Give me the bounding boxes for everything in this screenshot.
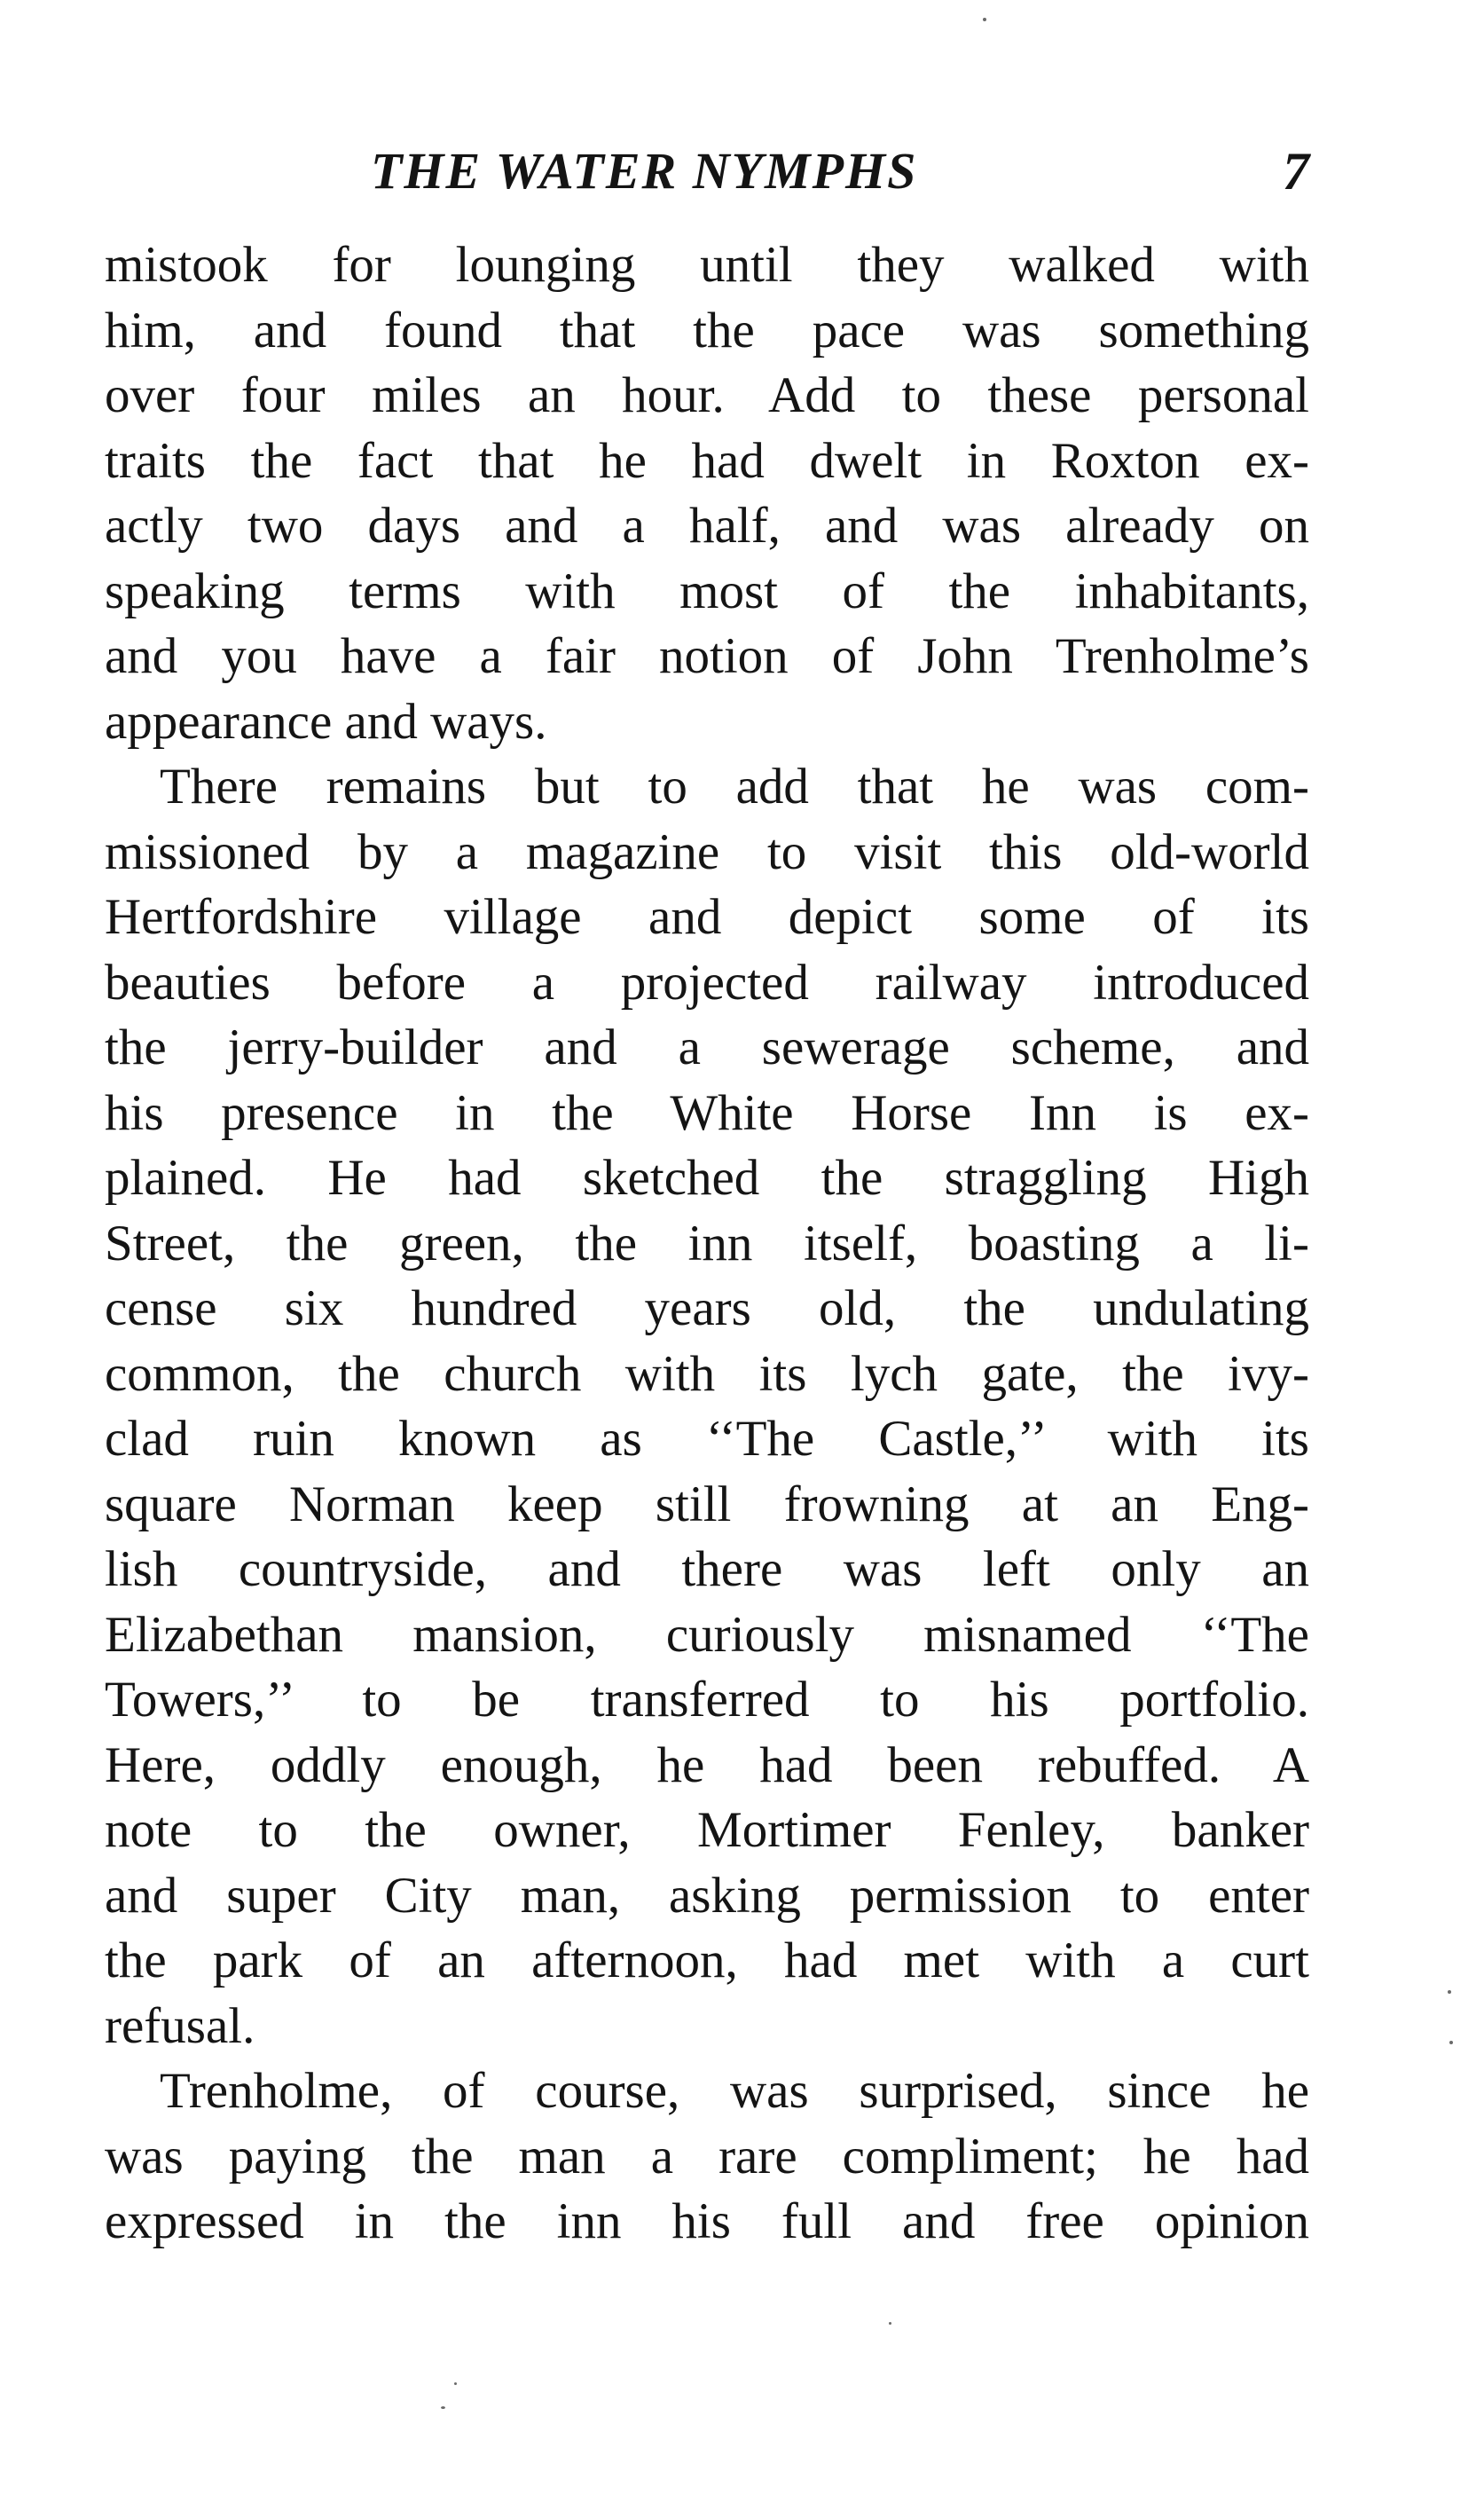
paragraph-3: [105, 2058, 1309, 2255]
text-line: the jerry-builder and a sewerage scheme, and: [105, 1019, 1309, 1075]
dust-speck: [1448, 1990, 1451, 1994]
dust-speck: [983, 18, 986, 21]
text-line: over four miles an hour. Add to these personal: [105, 367, 1309, 423]
text-line: clad ruin known as ‘‘The Castle,’’ with its: [105, 1411, 1309, 1467]
text-line: and super City man, asking permission to enter: [105, 1867, 1309, 1924]
running-title: THE WATER NYMPHS: [371, 142, 918, 200]
text-line: appearance and ways.: [105, 693, 547, 750]
text-line: There remains but to add that he was com-: [160, 759, 1309, 815]
text-line: Trenholme, of course, was surprised, since he: [160, 2063, 1309, 2119]
text-line: plained. He had sketched the straggling High: [105, 1150, 1309, 1206]
text-line: square Norman keep still frowning at an Eng-: [105, 1476, 1309, 1532]
dust-speck: [441, 2406, 445, 2409]
dust-speck: [889, 2322, 891, 2325]
text-line: missioned by a magazine to visit this old-world: [105, 823, 1309, 880]
text-line: lish countryside, and there was left only an: [105, 1541, 1309, 1597]
text-line: cense six hundred years old, the undulating: [105, 1280, 1309, 1336]
text-line: Towers,’’ to be transferred to his portfolio.: [105, 1672, 1309, 1728]
text-line: him, and found that the pace was something: [105, 302, 1309, 358]
text-line: note to the owner, Mortimer Fenley, banker: [105, 1802, 1309, 1858]
paragraph-1: [105, 232, 1309, 754]
dust-speck: [454, 2382, 457, 2385]
paragraph-2: [105, 754, 1309, 2058]
text-line: mistook for lounging until they walked with: [105, 237, 1309, 293]
text-line: beauties before a projected railway introduced: [105, 954, 1309, 1011]
text-line: his presence in the White Horse Inn is ex-: [105, 1084, 1309, 1141]
dust-speck: [1449, 2041, 1453, 2044]
text-line: and you have a fair notion of John Trenholme’s: [105, 628, 1309, 684]
text-line: Here, oddly enough, he had been rebuffed. A: [105, 1736, 1309, 1793]
text-line: Elizabethan mansion, curiously misnamed ‘‘The: [105, 1606, 1309, 1663]
text-line: refusal.: [105, 1997, 255, 2054]
text-line: the park of an afternoon, had met with a curt: [105, 1933, 1309, 1988]
text-line: common, the church with its lych gate, the ivy-: [105, 1345, 1309, 1402]
text-line: expressed in the inn his full and free opinion: [105, 2193, 1309, 2249]
text-line: actly two days and a half, and was already on: [105, 498, 1309, 554]
text-line: was paying the man a rare compliment; he had: [105, 2128, 1309, 2184]
text-line: speaking terms with most of the inhabitants,: [105, 563, 1309, 619]
text-line: traits the fact that he had dwelt in Roxton ex-: [105, 432, 1309, 489]
text-line: Street, the green, the inn itself, boasting a li-: [105, 1215, 1309, 1271]
text-line: Hertfordshire village and depict some of its: [105, 889, 1309, 945]
body-text: [105, 232, 1309, 2255]
running-head: [105, 131, 1309, 211]
page-number: 7: [1283, 142, 1309, 201]
